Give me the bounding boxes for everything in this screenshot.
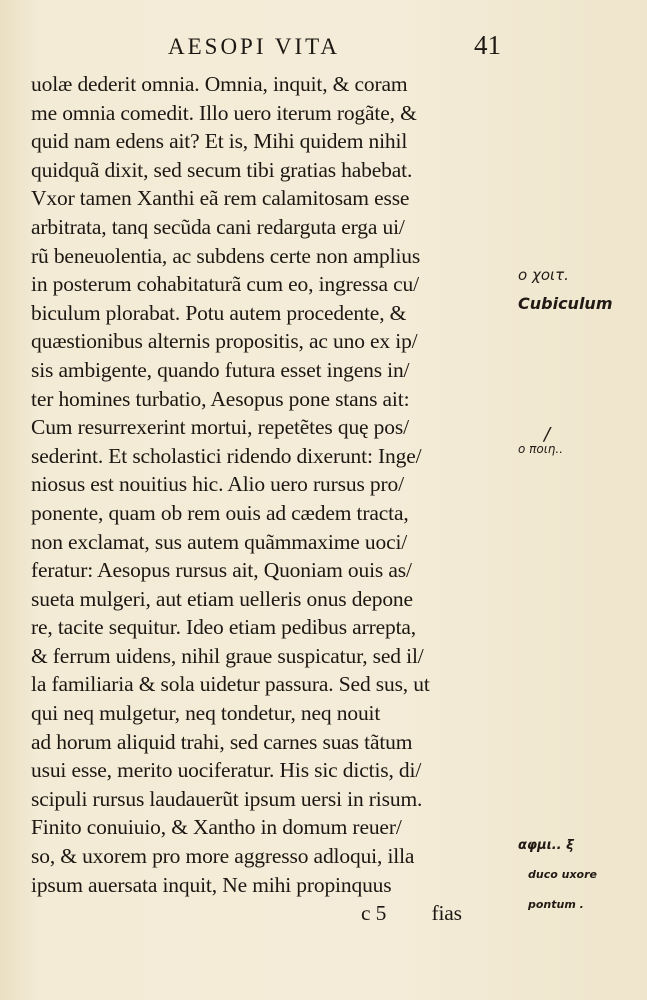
text-line: uolæ dederit omnia. Omnia, inquit, & coram bbox=[31, 72, 408, 96]
text-line: Finito conuiuio, & Xantho in domum reuer/ bbox=[31, 815, 402, 840]
text-line: so, & uxorem pro more aggresso adloqui, illa bbox=[31, 844, 415, 869]
text-line: quidquã dixit, sed secum tibi gratias habebat. bbox=[31, 157, 413, 182]
text-line: sis ambigente, quando futura esset ingens in/ bbox=[31, 357, 410, 382]
text-line: quæstionibus alternis propositis, ac uno ex ip/ bbox=[31, 329, 418, 354]
signature-line bbox=[31, 899, 521, 928]
margin-note: duco uxore bbox=[528, 868, 597, 881]
text-line: biculum plorabat. Potu autem procedente, & bbox=[31, 300, 407, 325]
text-line: in posterum cohabitaturã cum eo, ingressa cu/ bbox=[31, 272, 419, 297]
text-line: ponente, quam ob rem ouis ad cædem tracta, bbox=[31, 500, 409, 525]
text-line: usui esse, merito uociferatur. His sic dictis, di/ bbox=[31, 758, 422, 783]
text-line: niosus est nouitius hic. Alio uero rursus pro/ bbox=[31, 472, 404, 497]
text-line: ipsum auersata inquit, Ne mihi propinquus bbox=[31, 872, 392, 897]
text-line: rũ beneuolentia, ac subdens certe non amplius bbox=[31, 243, 421, 268]
text-line: arbitrata, tanq secũda cani redarguta erga ui/ bbox=[31, 214, 405, 239]
catchword: fias bbox=[431, 901, 462, 926]
page-number: 41 bbox=[474, 30, 501, 60]
text-line: re, tacite sequitur. Ideo etiam pedibus arrepta, bbox=[31, 615, 417, 640]
body-text bbox=[31, 70, 521, 928]
margin-note: / bbox=[544, 424, 551, 445]
margin-note: ο χοιτ. bbox=[518, 266, 569, 284]
text-line: & ferrum uidens, nihil graue suspicatur, sed il/ bbox=[31, 643, 424, 668]
text-line: sederint. Et scholastici ridendo dixerunt: Inge/ bbox=[31, 443, 422, 468]
text-line: feratur: Aesopus rursus ait, Quoniam ouis as/ bbox=[31, 558, 412, 583]
text-line: Vxor tamen Xanthi eã rem calamitosam esse bbox=[31, 186, 410, 211]
text-line: sueta mulgeri, aut etiam uelleris onus depone bbox=[31, 586, 413, 611]
margin-note: αφμι.. ξ bbox=[518, 838, 574, 853]
text-line: Cum resurrexerint mortui, repetẽtes quę pos/ bbox=[31, 415, 409, 440]
page-header bbox=[0, 30, 647, 62]
margin-note: ο ποιη.. bbox=[518, 442, 564, 456]
text-line: qui neq mulgetur, neq tondetur, neq nouit bbox=[31, 701, 381, 726]
text-line: ad horum aliquid trahi, sed carnes suas tãtum bbox=[31, 729, 413, 754]
margin-note: pontum . bbox=[528, 898, 584, 911]
text-line: scipuli rursus laudauerũt ipsum uersi in risum. bbox=[31, 786, 423, 811]
signature-mark: c 5 bbox=[361, 901, 387, 926]
margin-note: Cubiculum bbox=[518, 294, 613, 313]
text-line: non exclamat, sus autem quãmmaxime uoci/ bbox=[31, 529, 408, 554]
text-line: la familiaria & sola uidetur passura. Sed sus, ut bbox=[31, 672, 430, 697]
text-line: ter homines turbatio, Aesopus pone stans ait: bbox=[31, 386, 410, 411]
text-line: quid nam edens ait? Et is, Mihi quidem nihil bbox=[31, 129, 408, 154]
text-line: me omnia comedit. Illo uero iterum rogãte, & bbox=[31, 100, 417, 125]
running-title: AESOPI VITA bbox=[168, 34, 340, 59]
